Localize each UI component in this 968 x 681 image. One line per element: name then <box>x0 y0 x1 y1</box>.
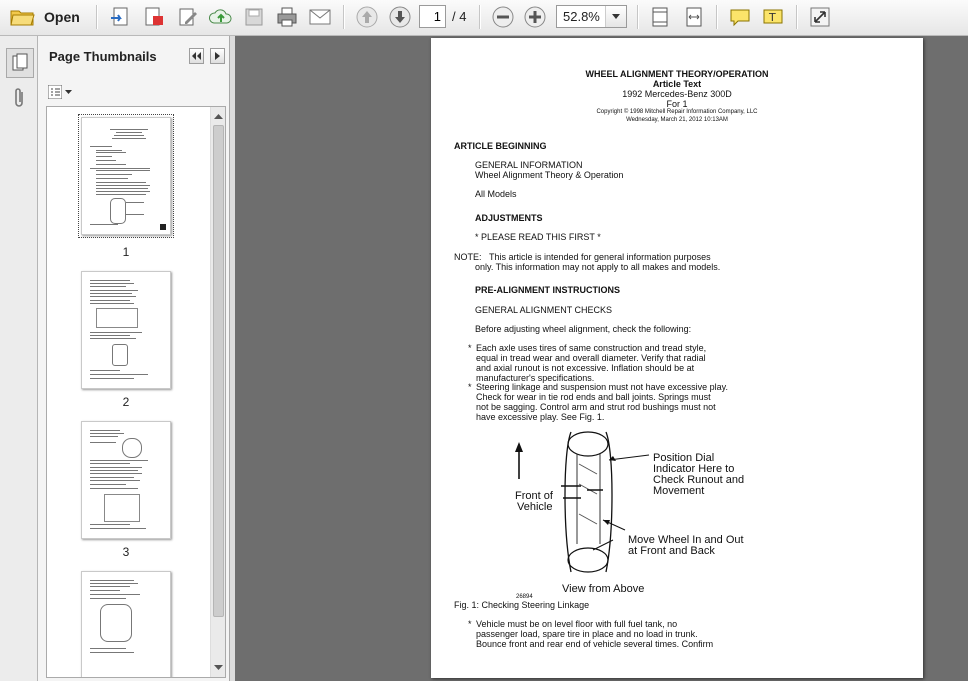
export-pdf-icon <box>143 6 165 28</box>
zoom-select[interactable] <box>556 5 627 28</box>
export-pdf-button[interactable] <box>140 4 168 30</box>
pages-icon <box>12 53 28 73</box>
text-line: Each axle uses tires of same construction and tread style, <box>476 343 707 353</box>
text-line: Bounce front and rear end of vehicle several times. Confirm <box>476 639 714 649</box>
arrow-down-icon <box>389 6 411 28</box>
text-line: GENERAL ALIGNMENT CHECKS <box>475 305 613 315</box>
text-line: Before adjusting wheel alignment, check the following: <box>475 324 692 334</box>
expand-panel-button[interactable] <box>210 48 225 64</box>
text-line: Check for wear in tie rod ends and ball joints. Springs must <box>476 392 711 402</box>
scroll-up-icon[interactable] <box>211 109 226 124</box>
thumbnail-list <box>46 106 226 678</box>
open-button[interactable] <box>6 4 86 30</box>
diagram-label: Move Wheel In and Out <box>628 534 744 546</box>
paperclip-icon <box>11 86 27 110</box>
chevron-down-icon[interactable] <box>605 6 626 27</box>
thumbnail-page[interactable] <box>81 271 171 389</box>
bullet: * <box>468 343 472 353</box>
minus-icon <box>492 6 514 28</box>
diagram-label: Check Runout and <box>653 474 745 486</box>
doc-date: Wednesday, March 21, 2012 10:13AM <box>626 117 728 123</box>
expand-icon <box>809 6 831 28</box>
thumbnail-label: 1 <box>122 245 130 259</box>
text-line: GENERAL INFORMATION <box>475 160 583 170</box>
upload-button[interactable] <box>207 4 235 30</box>
thumbnail-page[interactable] <box>81 421 171 539</box>
fit-page-button[interactable] <box>646 4 674 30</box>
envelope-icon <box>309 8 331 26</box>
double-chevron-left-icon <box>192 52 201 60</box>
text-line: have excessive play. See Fig. 1. <box>476 412 605 422</box>
scrollbar-thumb[interactable] <box>213 125 224 617</box>
diagram-label: View from Above <box>562 583 645 595</box>
text-line: only. This information may not apply to all makes and models. <box>475 262 721 272</box>
highlight-text-button[interactable] <box>759 4 787 30</box>
chevron-down-icon <box>65 90 72 94</box>
zoom-out-button[interactable] <box>489 4 517 30</box>
save-button[interactable] <box>240 4 268 30</box>
figure-id: 26894 <box>516 594 533 600</box>
cloud-upload-icon <box>209 6 233 28</box>
panel-title: Page Thumbnails <box>49 49 157 64</box>
doc-for-line: For 1 <box>666 99 688 109</box>
diagram-label: Front of <box>515 490 553 502</box>
diagram-label: Indicator Here to <box>653 463 735 475</box>
text-line: Wheel Alignment Theory & Operation <box>475 170 624 180</box>
plus-icon <box>524 6 546 28</box>
text-line: not be sagging. Control arm and strut rod bushings must not <box>476 402 716 412</box>
fullscreen-button[interactable] <box>806 4 834 30</box>
options-icon <box>48 85 62 99</box>
open-label: Open <box>44 9 80 25</box>
scroll-down-icon[interactable] <box>211 660 226 675</box>
doc-vehicle: 1992 Mercedes-Benz 300D <box>622 89 732 99</box>
text-line: * PLEASE READ THIS FIRST * <box>475 232 601 242</box>
thumbnail-page[interactable] <box>81 117 171 235</box>
fit-width-button[interactable] <box>680 4 708 30</box>
text-line: and axial runout is not excessive. Inflation should be at <box>476 363 695 373</box>
attachments-nav-button[interactable] <box>6 84 32 112</box>
figure-caption: Fig. 1: Checking Steering Linkage <box>454 600 590 610</box>
create-pdf-icon <box>110 6 132 28</box>
previous-page-button[interactable] <box>353 4 381 30</box>
doc-title: WHEEL ALIGNMENT THEORY/OPERATION <box>585 69 769 79</box>
fit-page-icon <box>650 6 670 28</box>
diagram-label: Movement <box>653 485 705 497</box>
create-pdf-button[interactable] <box>107 4 135 30</box>
zoom-in-button[interactable] <box>521 4 549 30</box>
edit-button[interactable] <box>174 4 202 30</box>
page-thumbnails-nav-button[interactable] <box>6 48 34 78</box>
page-total-label: / 4 <box>452 9 467 24</box>
bullet: * <box>468 382 472 392</box>
document-page <box>431 38 923 678</box>
bullet: * <box>468 619 472 629</box>
zoom-value: 52.8% <box>563 9 600 24</box>
save-icon <box>244 7 264 27</box>
diagram-label: Position Dial <box>653 452 715 464</box>
document-viewer[interactable] <box>235 36 968 681</box>
text-line: All Models <box>475 189 517 199</box>
text-line: Vehicle must be on level floor with full fuel tank, no <box>476 619 678 629</box>
text-line: This article is intended for general information purposes <box>489 252 711 262</box>
section-heading: ARTICLE BEGINNING <box>454 141 547 151</box>
section-heading: PRE-ALIGNMENT INSTRUCTIONS <box>475 285 620 295</box>
thumbnail-page[interactable] <box>81 571 171 678</box>
diagram-label: at Front and Back <box>628 545 715 557</box>
main-toolbar <box>0 0 968 36</box>
thumbnails-panel <box>38 36 230 681</box>
speech-bubble-icon <box>729 7 751 27</box>
thumbnail-label: 3 <box>122 545 130 559</box>
arrow-up-icon <box>356 6 378 28</box>
svg-text:T: T <box>769 11 776 24</box>
chevron-right-icon <box>215 52 220 60</box>
text-line: Steering linkage and suspension must not have excessive play. <box>476 382 728 392</box>
thumbnail-label: 2 <box>122 395 130 409</box>
next-page-button[interactable] <box>386 4 414 30</box>
doc-copyright: Copyright © 1998 Mitchell Repair Information Company, LLC <box>596 109 758 115</box>
section-heading: ADJUSTMENTS <box>475 213 543 223</box>
collapse-panel-button[interactable] <box>189 48 204 64</box>
email-button[interactable] <box>306 4 334 30</box>
printer-icon <box>276 6 298 28</box>
comment-button[interactable] <box>726 4 754 30</box>
text-line: manufacturer's specifications. <box>476 373 595 383</box>
edit-icon <box>177 6 199 28</box>
options-menu-button[interactable] <box>48 83 74 101</box>
diagram-label: Vehicle <box>517 501 553 513</box>
doc-subtitle: Article Text <box>652 79 702 89</box>
navigation-strip <box>0 36 38 681</box>
folder-icon <box>10 7 36 32</box>
print-button[interactable] <box>273 4 301 30</box>
highlight-text-icon <box>762 7 784 27</box>
note-label: NOTE: <box>454 252 482 262</box>
text-line: passenger load, spare tire in place and no load in trunk. <box>476 629 698 639</box>
thumbnail-scrollbar[interactable] <box>210 107 226 677</box>
page-number-input[interactable]: 1 <box>419 5 446 28</box>
fit-width-icon <box>684 6 704 28</box>
text-line: equal in tread wear and overall diameter. Verify that radial <box>476 353 706 363</box>
